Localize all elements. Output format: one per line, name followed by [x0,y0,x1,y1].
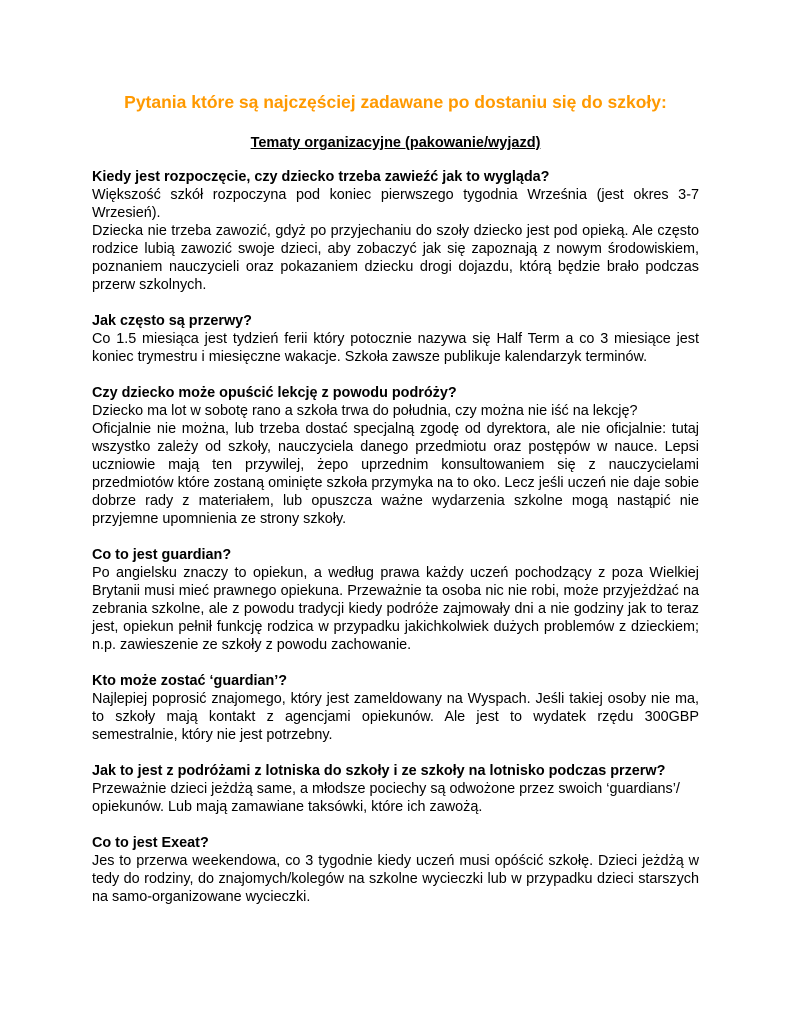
question: Jak to jest z podróżami z lotniska do szkoły i ze szkoły na lotnisko podczas przerw? [92,763,666,779]
qa-item-guardian [92,546,699,654]
qa-item-start-date [92,168,699,294]
answer-paragraph: Oficjalnie nie można, lub trzeba dostać specjalną zgodę od dyrektora, ale nie oficjalnie: tutaj wszystko zależy od szkoły, nauczyciela danego przedmiotu oraz postępów w nauce. Lepsi uczniowie mają ten przywilej, żepo uprzednim konsultowaniem się z nauczycielami przedmiotów które zostaną ominięte szkoła przymyka na to oko. Lecz jeśli uczeń nie daje sobie dobrze rady z materiałem, lub opuszcza ważne wydarzenia szkolne mogą nastąpić nie przyjemne upomnienia ze strony szkoły. [92,421,699,527]
answer-paragraph: Większość szkół rozpoczyna pod koniec pierwszego tygodnia Września (jest okres 3-7 Wrzesień). [92,187,699,221]
question: Czy dziecko może opuścić lekcję z powodu podróży? [92,385,457,401]
qa-item-breaks [92,312,699,366]
answer-paragraph: Dziecka nie trzeba zawozić, gdyż po przyjechaniu do szoły dziecko jest pod opieką. Ale często rodzice lubią zawozić swoje dzieci, aby zobaczyć jak się zapoznają z nowym środowiskiem, poznaniem nauczycieli oraz pokazaniem dziecku drogi dojazdu, którą będzie brało podczas przerw szkolnych. [92,223,699,293]
qa-item-exeat [92,834,699,906]
qa-list [92,168,699,924]
qa-item-skip-lessons [92,384,699,528]
qa-item-who-guardian [92,672,699,744]
question: Kto może zostać ‘guardian’? [92,673,288,689]
answer-paragraph: Co 1.5 miesiąca jest tydzień ferii który potocznie nazywa się Half Term a co 3 miesiące jest koniec trymestru i miesięczne wakacje. Szkoła zawsze publikuje kalendarzyk terminów. [92,331,699,365]
answer-paragraph: Przeważnie dzieci jeżdżą same, a młodsze pociechy są odwożone przez swoich ‘guardians’/ opiekunów. Lub mają zamawiane taksówki, które ich zawożą. [92,781,680,815]
answer-paragraph: Po angielsku znaczy to opiekun, a według prawa każdy uczeń pochodzący z poza Wielkiej Brytanii musi mieć prawnego opiekuna. Przeważnie ta osoba nic nie robi, może przyjeżdżać na zebrania szkolne, ale z powodu tradycji kiedy podróże zajmowały dni a nie godziny jak to teraz jest, opiekun pełnił funkcję rodzica w przypadku jakichkolwiek dużych problemów z dzieckiem; n.p. zawieszenie ze szkoły z powodu zachowanie. [92,565,699,653]
question: Jak często są przerwy? [92,313,252,329]
qa-item-travel [92,762,699,816]
page-title: Pytania które są najczęściej zadawane po dostaniu się do szkoły: [124,92,667,112]
section-heading: Tematy organizacyjne (pakowanie/wyjazd) [250,135,541,151]
answer-paragraph: Jes to przerwa weekendowa, co 3 tygodnie kiedy uczeń musi opóścić szkołę. Dzieci jeżdżą w tedy do rodziny, do znajomych/kolegów na szkolne wycieczki lub w przypadku dzieci starszych na samo-organizowane wycieczki. [92,853,699,905]
answer-paragraph: Dziecko ma lot w sobotę rano a szkoła trwa do południa, czy można nie iść na lekcję? [92,403,638,419]
question: Co to jest guardian? [92,547,232,563]
question: Kiedy jest rozpoczęcie, czy dziecko trzeba zawieźć jak to wygląda? [92,169,550,185]
question: Co to jest Exeat? [92,835,209,851]
answer-paragraph: Najlepiej poprosić znajomego, który jest zameldowany na Wyspach. Jeśli takiej osoby nie ma, to szkoły mają kontakt z agencjami opiekunów. Ale jest to wydatek rzędu 300GBP semestralnie, który nie jest potrzebny. [92,691,699,743]
